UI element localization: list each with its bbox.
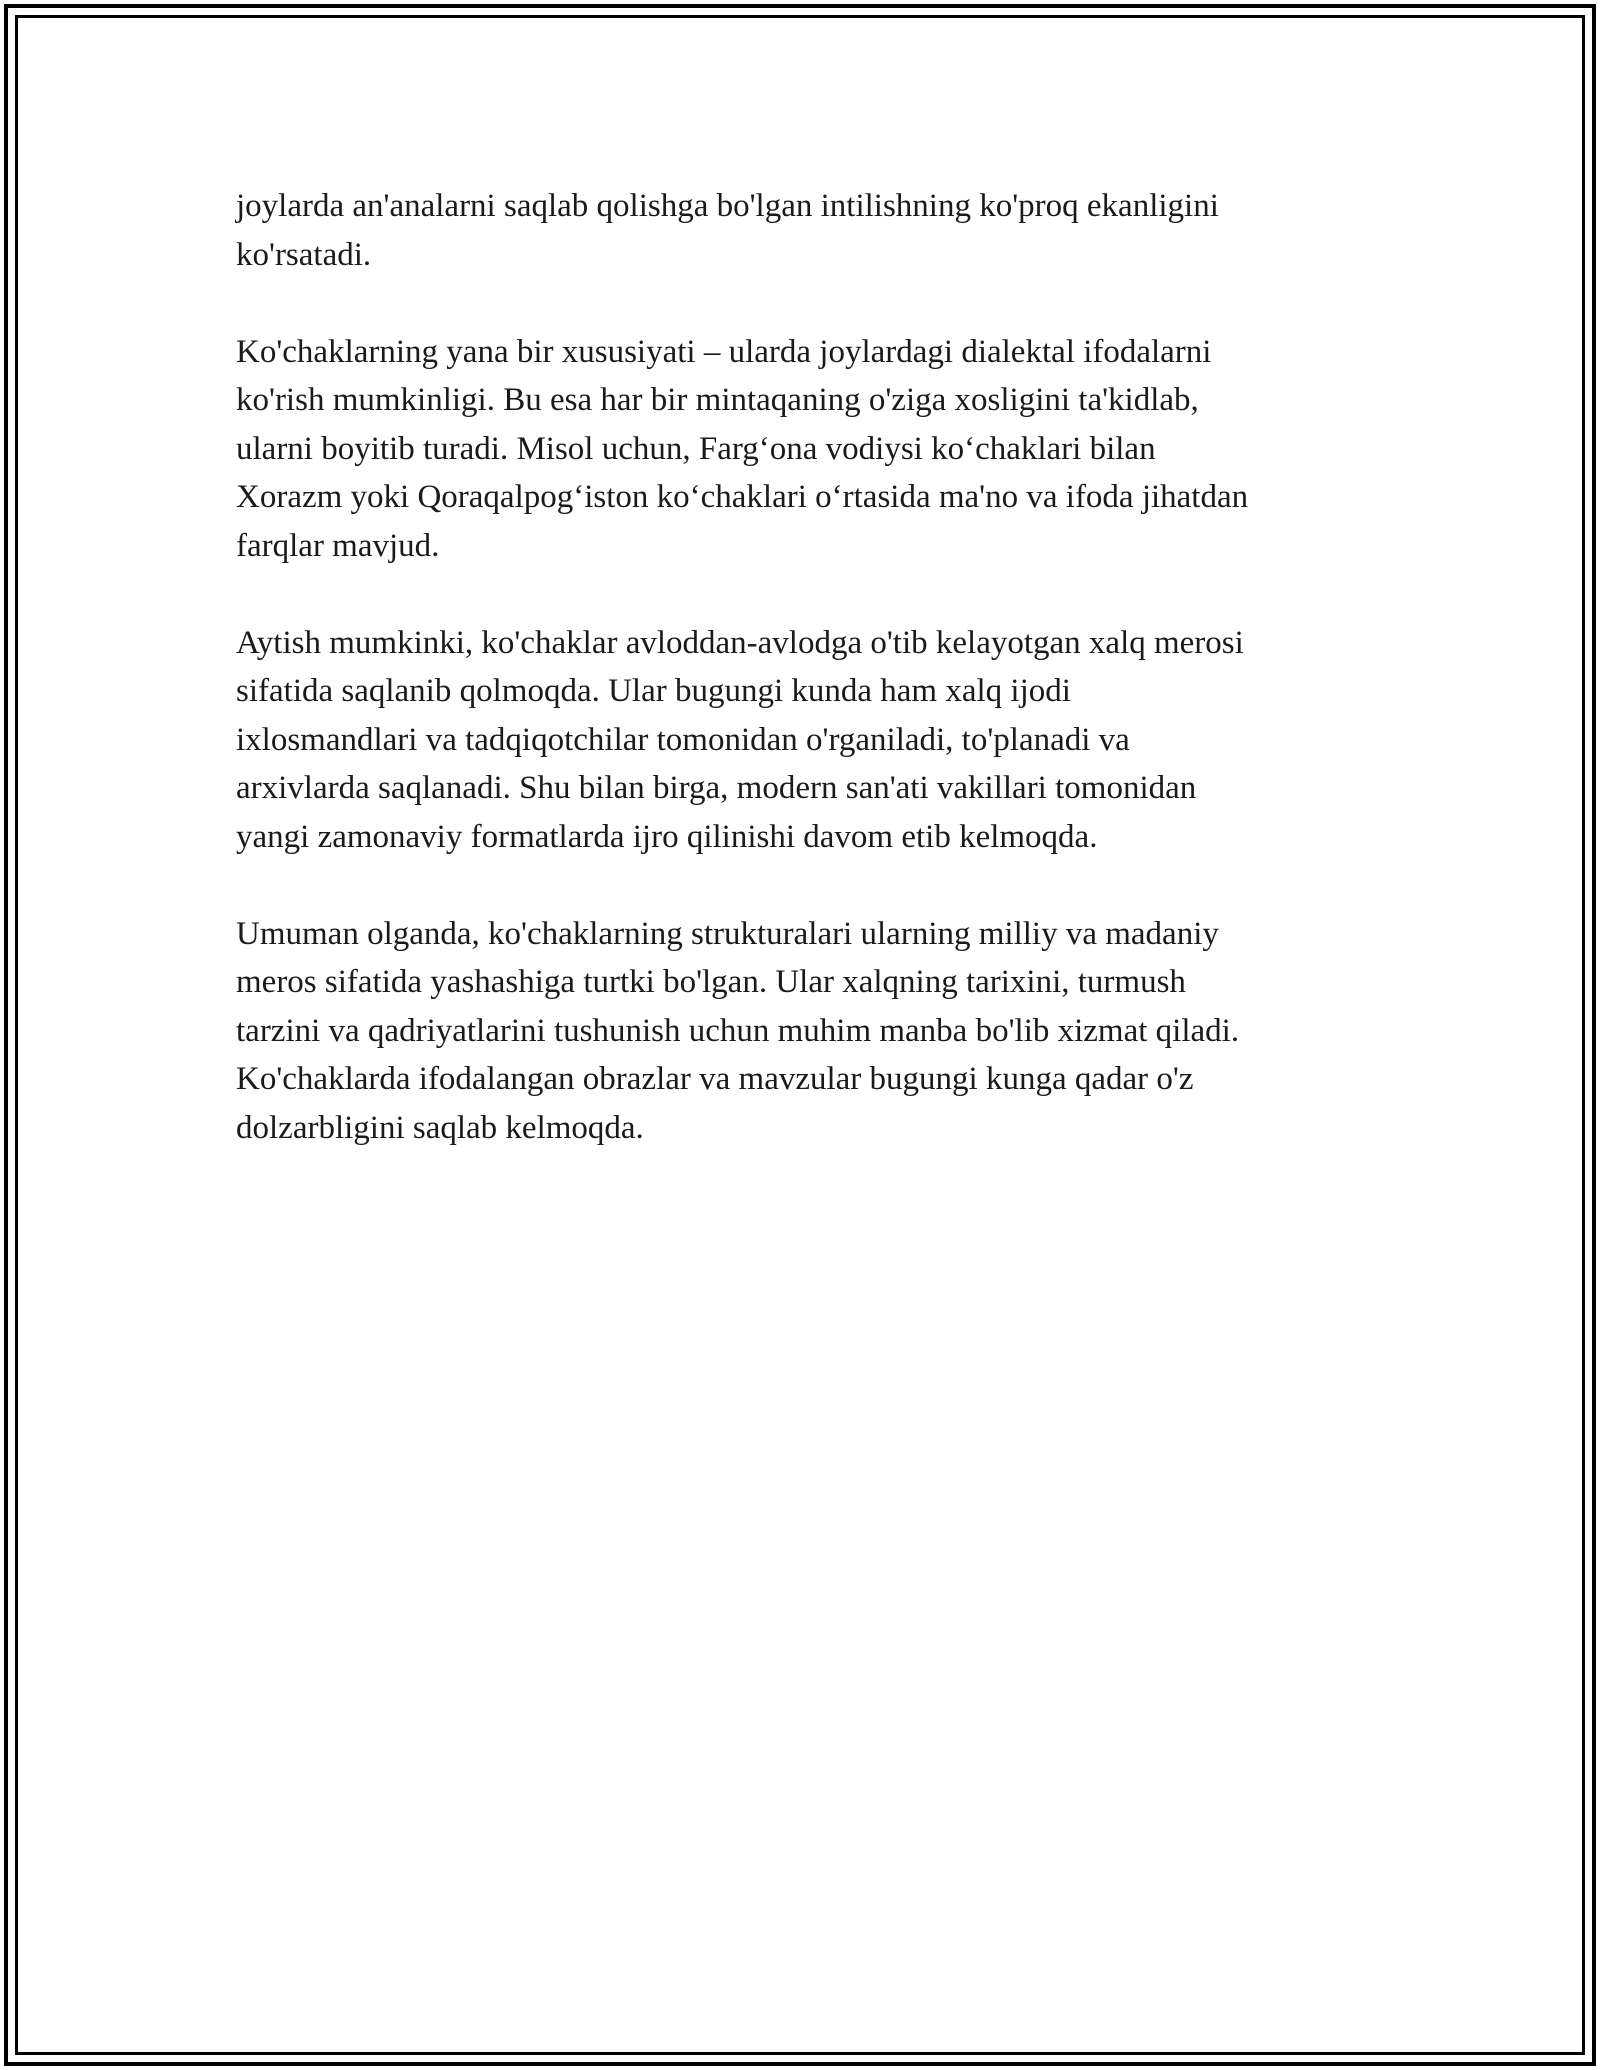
text-line: tarzini va qadriyatlarini tushunish uchun muhim manba bo'lib xizmat qiladi. bbox=[236, 1012, 1240, 1049]
text-line: Umuman olganda, ko'chaklarning strukturalari ularning milliy va madaniy bbox=[236, 915, 1219, 952]
text-line: Xorazm yoki Qoraqalpog‘iston ko‘chaklari o‘rtasida ma'no va ifoda jihatdan bbox=[236, 479, 1249, 515]
text-line: ko'rsatadi. bbox=[236, 236, 372, 273]
text-line: Ko'chaklarning yana bir xususiyati – ularda joylardagi dialektal ifodalarni bbox=[236, 333, 1212, 370]
text-line: sifatida saqlanib qolmoqda. Ular bugungi kunda ham xalq ijodi bbox=[236, 673, 1071, 709]
document-body bbox=[236, 182, 1376, 1201]
text-line: ko'rish mumkinligi. Bu esa har bir mintaqaning o'ziga xosligini ta'kidlab, bbox=[236, 382, 1199, 418]
text-line: arxivlarda saqlanadi. Shu bilan birga, modern san'ati vakillari tomonidan bbox=[236, 770, 1197, 806]
text-line: dolzarbligini saqlab kelmoqda. bbox=[236, 1109, 644, 1146]
text-line: joylarda an'analarni saqlab qolishga bo'lgan intilishning ko'proq ekanligini bbox=[236, 188, 1219, 224]
text-line: yangi zamonaviy formatlarda ijro qilinishi davom etib kelmoqda. bbox=[236, 818, 1098, 855]
text-line: ularni boyitib turadi. Misol uchun, Farg‘ona vodiysi ko‘chaklari bilan bbox=[236, 430, 1156, 467]
paragraph-2 bbox=[236, 328, 1376, 571]
text-line: meros sifatida yashashiga turtki bo'lgan. Ular xalqning tarixini, turmush bbox=[236, 964, 1186, 1000]
text-line: Ko'chaklarda ifodalangan obrazlar va mavzular bugungi kunga qadar o'z bbox=[236, 1061, 1194, 1097]
text-line: farqlar mavjud. bbox=[236, 527, 440, 564]
paragraph-3 bbox=[236, 619, 1376, 862]
text-line: ixlosmandlari va tadqiqotchilar tomonidan o'rganiladi, to'planadi va bbox=[236, 721, 1130, 758]
paragraph-4 bbox=[236, 910, 1376, 1153]
text-line: Aytish mumkinki, ko'chaklar avloddan-avlodga o'tib kelayotgan xalq merosi bbox=[236, 624, 1244, 661]
paragraph-1 bbox=[236, 182, 1376, 279]
